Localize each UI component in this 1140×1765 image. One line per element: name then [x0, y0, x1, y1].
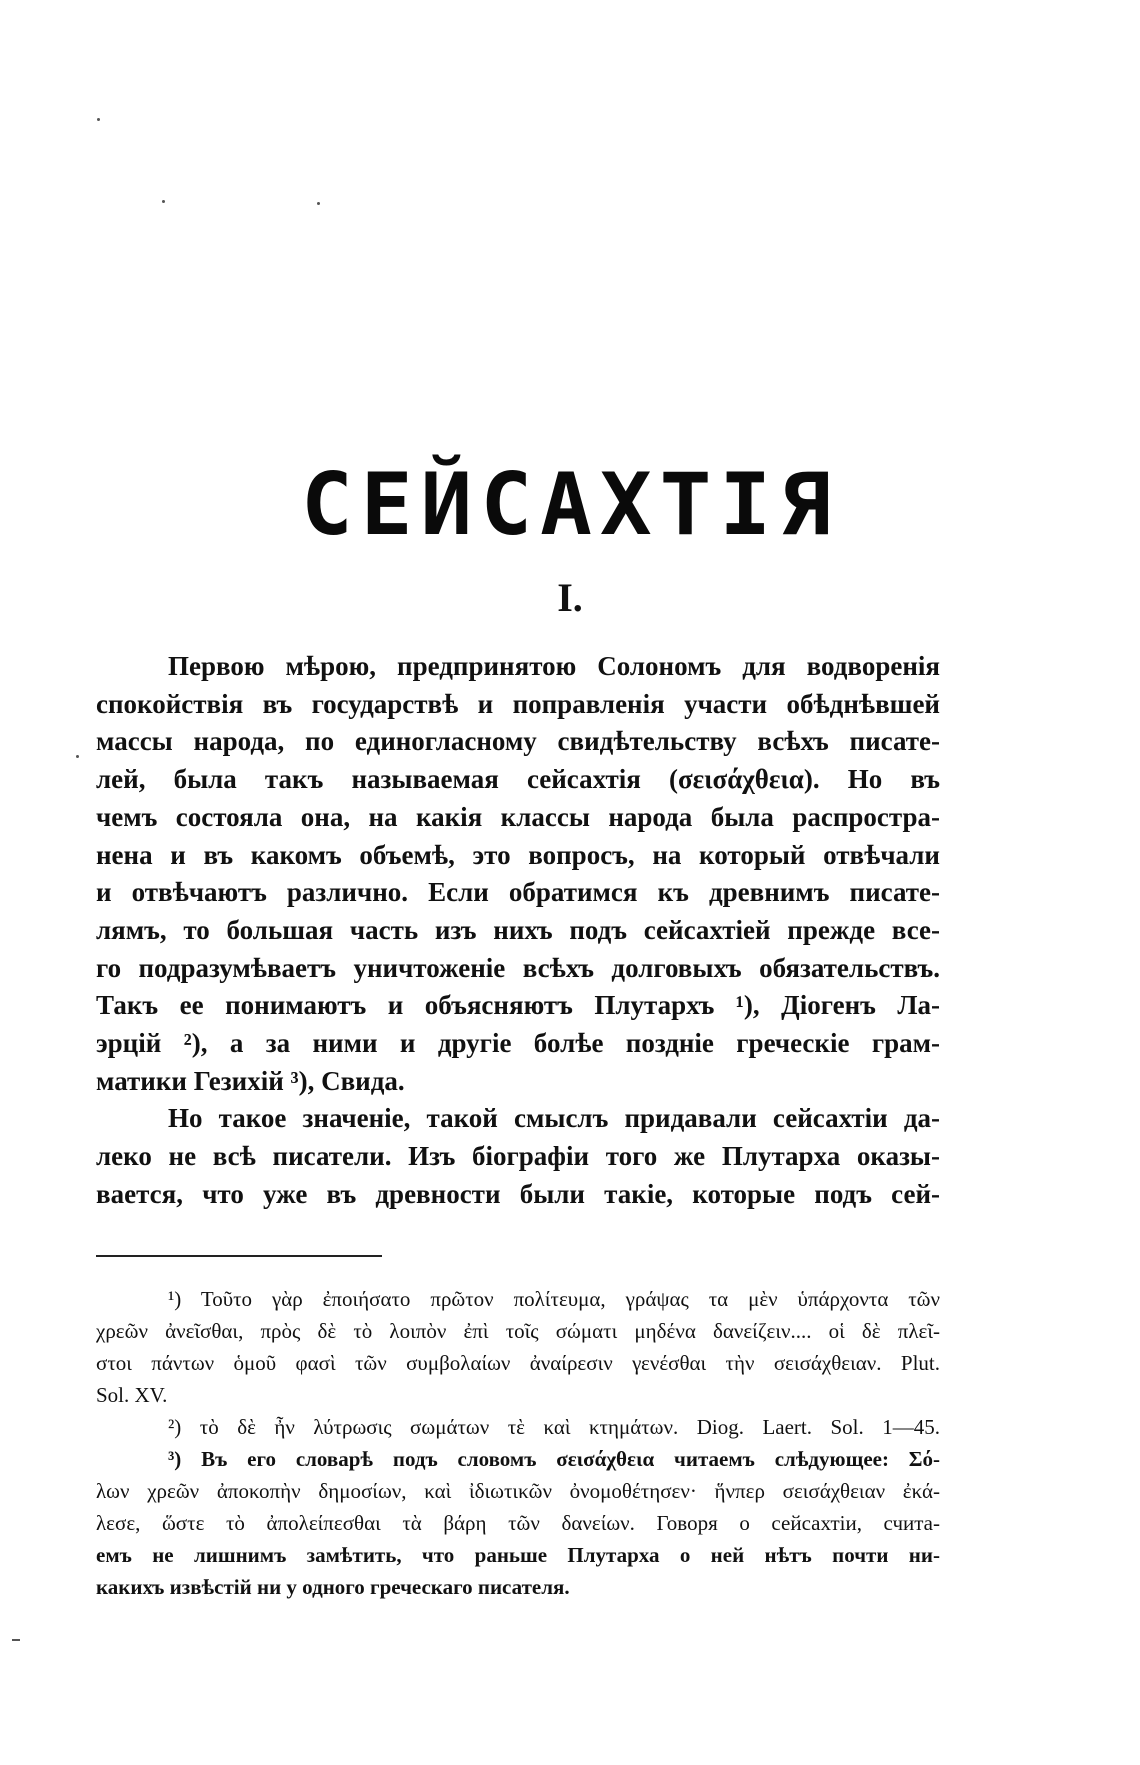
- footnote-line: какихъ извѣстій ни у одного греческаго писателя.: [96, 1575, 570, 1599]
- paper-speck: [97, 118, 100, 121]
- footnote-line: λεσε, ὥστε τὸ ἀπολείπεσθαι τὰ βάρη τῶν δανείων. Говоря о сейсахтіи, счита-: [96, 1511, 940, 1535]
- text-line: эрцій ²), а за ними и другіе болѣе поздніе греческіе грам-: [96, 1028, 940, 1059]
- footnote-line: στοι πάντων ὁμοῦ φασὶ τῶν συμβολαίων ἀναίρεσιν γενέσθαι τὴν σεισάχθειαν. Plut.: [96, 1351, 940, 1375]
- text-line: массы народа, по единогласному свидѣтельству всѣхъ писате-: [96, 726, 940, 757]
- text-line: Но такое значеніе, такой смыслъ придавали сейсахтіи да-: [168, 1103, 940, 1134]
- footnote-line: Sol. XV.: [96, 1383, 168, 1407]
- text-line: леко не всѣ писатели. Изъ біографіи того же Плутарха оказы-: [96, 1141, 940, 1172]
- text-line: чемъ состояла она, на какія классы народа была распростра-: [96, 801, 940, 832]
- text-line: Первою мѣрою, предпринятою Солономъ для водворенія: [168, 651, 940, 681]
- text-line: нена и въ какомъ объемѣ, это вопросъ, на который отвѣчали: [96, 839, 940, 870]
- text-line: го подразумѣваетъ уничтоженіе всѣхъ долговыхъ обязательствъ.: [96, 952, 940, 983]
- text-line: и отвѣчаютъ различно. Если обратимся къ древнимъ писате-: [96, 877, 940, 908]
- text-line: спокойствія въ государствѣ и поправленія участи обѣднѣвшей: [96, 688, 940, 719]
- page-title: СЕЙСАХТІЯ: [301, 455, 839, 555]
- text-line: лей, была такъ называемая сейсахтія (σεισάχθεια). Но въ: [96, 764, 940, 795]
- footnote-line: ²) τὸ δὲ ἦν λύτρωσις σωμάτων τὲ καὶ κτημάτων. Diog. Laert. Sol. 1—45.: [168, 1415, 940, 1439]
- text-line: вается, что уже въ древности были такіе, которые подъ сей-: [96, 1178, 940, 1209]
- paper-speck: [317, 202, 320, 205]
- text-line: Такъ ее понимаютъ и объясняютъ Плутархъ ¹), Діогенъ Ла-: [96, 990, 940, 1021]
- chapter-number: I.: [557, 575, 583, 620]
- footnotes: [96, 1283, 940, 1603]
- footnote-line: ³) Въ его словарѣ подъ словомъ σεισάχθεια читаемъ слѣдующее: Σό-: [168, 1447, 940, 1471]
- footnote-line: емъ не лишнимъ замѣтить, что раньше Плутарха о ней нѣтъ почти ни-: [96, 1543, 940, 1567]
- paper-speck: [162, 200, 165, 203]
- footnote-line: ¹) Τοῦτο γὰρ ἐποιήσατο πρῶτον πολίτευμα, γράψας τα μὲν ὑπάρχοντα τῶν: [168, 1287, 940, 1311]
- main-text: [96, 648, 940, 1214]
- footnote-line: χρεῶν ἀνεῖσθαι, πρὸς δὲ τὸ λοιπὸν ἐπὶ τοῖς σώματι μηδένα δανείζειν.... οἱ δὲ πλεῖ-: [96, 1319, 940, 1343]
- text-line: матики Гезихій ³), Свида.: [96, 1065, 405, 1096]
- footnote-line: λων χρεῶν ἀποκοπὴν δημοσίων, καὶ ἰδιωτικῶν ὀνομοθέτησεν· ἥνπερ σεισάχθειαν ἐκά-: [96, 1479, 940, 1503]
- text-line: лямъ, то большая часть изъ нихъ подъ сейсахтіей прежде все-: [96, 914, 940, 945]
- paper-speck: [76, 755, 79, 758]
- paper-speck: [12, 1639, 20, 1641]
- footnote-divider: [96, 1255, 382, 1257]
